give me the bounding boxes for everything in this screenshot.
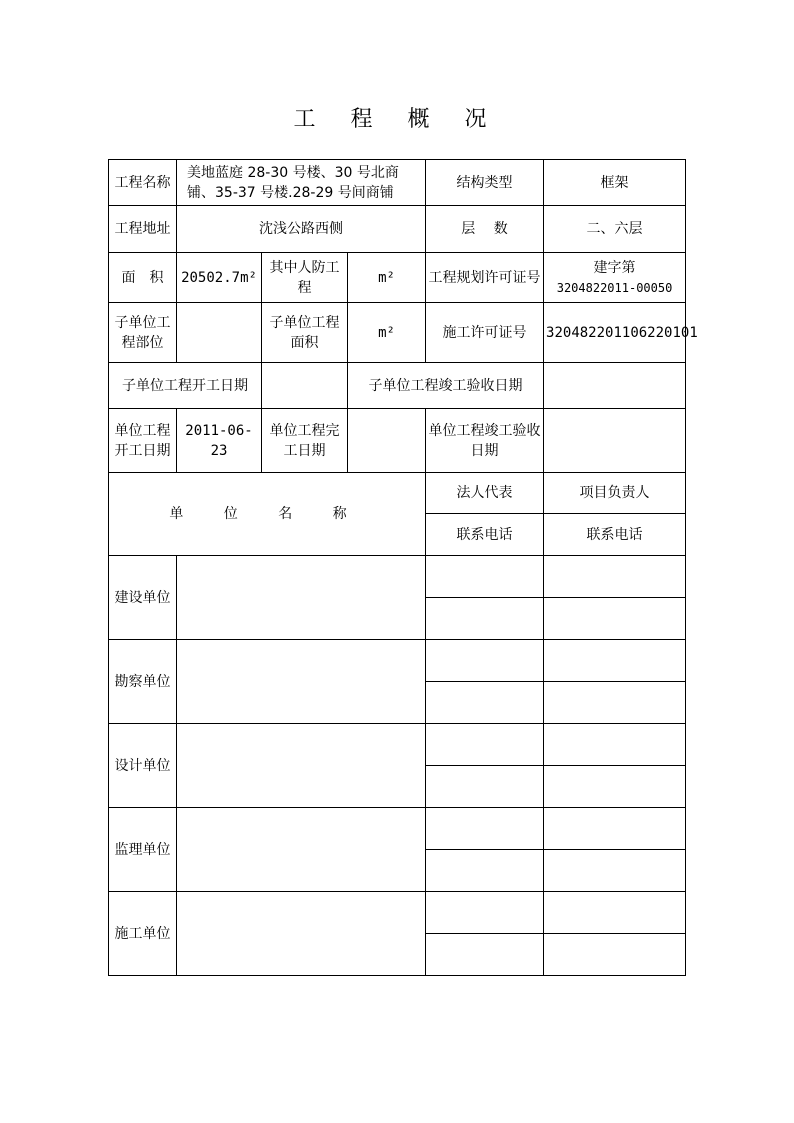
unit-name-cell	[177, 808, 426, 892]
unit-phone-cell	[426, 682, 544, 724]
unit-phone-cell	[544, 934, 686, 976]
area-label: 面 积	[109, 253, 177, 303]
unit-phone-cell	[426, 934, 544, 976]
construction-permit-value: 320482201106220101	[544, 303, 686, 363]
table-row	[109, 253, 686, 303]
unit-legal-rep-cell	[426, 556, 544, 598]
planning-permit-value	[544, 253, 686, 303]
unit-label: 监理单位	[109, 808, 177, 892]
sub-start-date-label: 子单位工程开工日期	[109, 363, 262, 409]
structure-type-label: 结构类型	[426, 160, 544, 206]
unit-phone-cell	[426, 850, 544, 892]
table-row	[109, 556, 686, 598]
unit-name-cell	[177, 640, 426, 724]
sub-unit-area-label: 子单位工程面积	[262, 303, 348, 363]
unit-start-date-label: 单位工程开工日期	[109, 409, 177, 473]
unit-name-cell	[177, 556, 426, 640]
civil-defense-label: 其中人防工程	[262, 253, 348, 303]
unit-legal-rep-cell	[426, 724, 544, 766]
unit-complete-date-value	[348, 409, 426, 473]
unit-project-lead-cell	[544, 808, 686, 850]
project-address-label: 工程地址	[109, 206, 177, 253]
project-address-value: 沈浅公路西侧	[177, 206, 426, 253]
table-row	[109, 808, 686, 850]
area-value: 20502.7m²	[177, 253, 262, 303]
page-title: 工 程 概 况	[293, 107, 501, 132]
unit-start-date-value: 2011-06-23	[177, 409, 262, 473]
unit-label: 勘察单位	[109, 640, 177, 724]
unit-project-lead-cell	[544, 724, 686, 766]
unit-label: 施工单位	[109, 892, 177, 976]
table-row	[109, 892, 686, 934]
floors-label: 层 数	[426, 206, 544, 253]
unit-phone-cell	[544, 598, 686, 640]
unit-phone-cell	[426, 766, 544, 808]
legal-rep-header: 法人代表	[426, 473, 544, 514]
unit-name-cell	[177, 724, 426, 808]
sub-acceptance-date-value	[544, 363, 686, 409]
sub-start-date-value	[262, 363, 348, 409]
table-row	[109, 303, 686, 363]
unit-name-cell	[177, 892, 426, 976]
table-row	[109, 206, 686, 253]
phone-header-2: 联系电话	[544, 514, 686, 556]
unit-phone-cell	[544, 850, 686, 892]
planning-permit-label: 工程规划许可证号	[426, 253, 544, 303]
project-name-label: 工程名称	[109, 160, 177, 206]
table-row	[109, 409, 686, 473]
floors-value: 二、六层	[544, 206, 686, 253]
sub-acceptance-date-label: 子单位工程竣工验收日期	[348, 363, 544, 409]
unit-legal-rep-cell	[426, 808, 544, 850]
project-overview-table-body	[108, 159, 698, 976]
unit-label: 建设单位	[109, 556, 177, 640]
project-lead-header: 项目负责人	[544, 473, 686, 514]
table-row	[109, 363, 686, 409]
civil-defense-value: m²	[348, 253, 426, 303]
unit-complete-date-label: 单位工程完工日期	[262, 409, 348, 473]
phone-header-1: 联系电话	[426, 514, 544, 556]
planning-permit-line2: 3204822011-00050	[556, 280, 673, 295]
unit-name-header: 单 位 名 称	[109, 473, 426, 556]
table-row	[109, 640, 686, 682]
unit-acceptance-date-value	[544, 409, 686, 473]
sub-unit-part-label: 子单位工程部位	[109, 303, 177, 363]
unit-phone-cell	[544, 766, 686, 808]
planning-permit-line1: 建字第	[593, 259, 636, 276]
unit-project-lead-cell	[544, 640, 686, 682]
table-row	[109, 724, 686, 766]
sub-unit-area-value: m²	[348, 303, 426, 363]
unit-project-lead-cell	[544, 556, 686, 598]
unit-acceptance-date-label: 单位工程竣工验收日期	[426, 409, 544, 473]
structure-type-value: 框架	[544, 160, 686, 206]
unit-label: 设计单位	[109, 724, 177, 808]
table-row	[109, 473, 686, 514]
construction-permit-label: 施工许可证号	[426, 303, 544, 363]
unit-phone-cell	[544, 682, 686, 724]
project-name-value: 美地蓝庭 28-30 号楼、30 号北商铺、35-37 号楼.28-29 号间商铺	[177, 160, 426, 206]
unit-project-lead-cell	[544, 892, 686, 934]
unit-legal-rep-cell	[426, 640, 544, 682]
sub-unit-part-value	[177, 303, 262, 363]
table-row	[109, 160, 686, 206]
unit-legal-rep-cell	[426, 892, 544, 934]
unit-phone-cell	[426, 598, 544, 640]
